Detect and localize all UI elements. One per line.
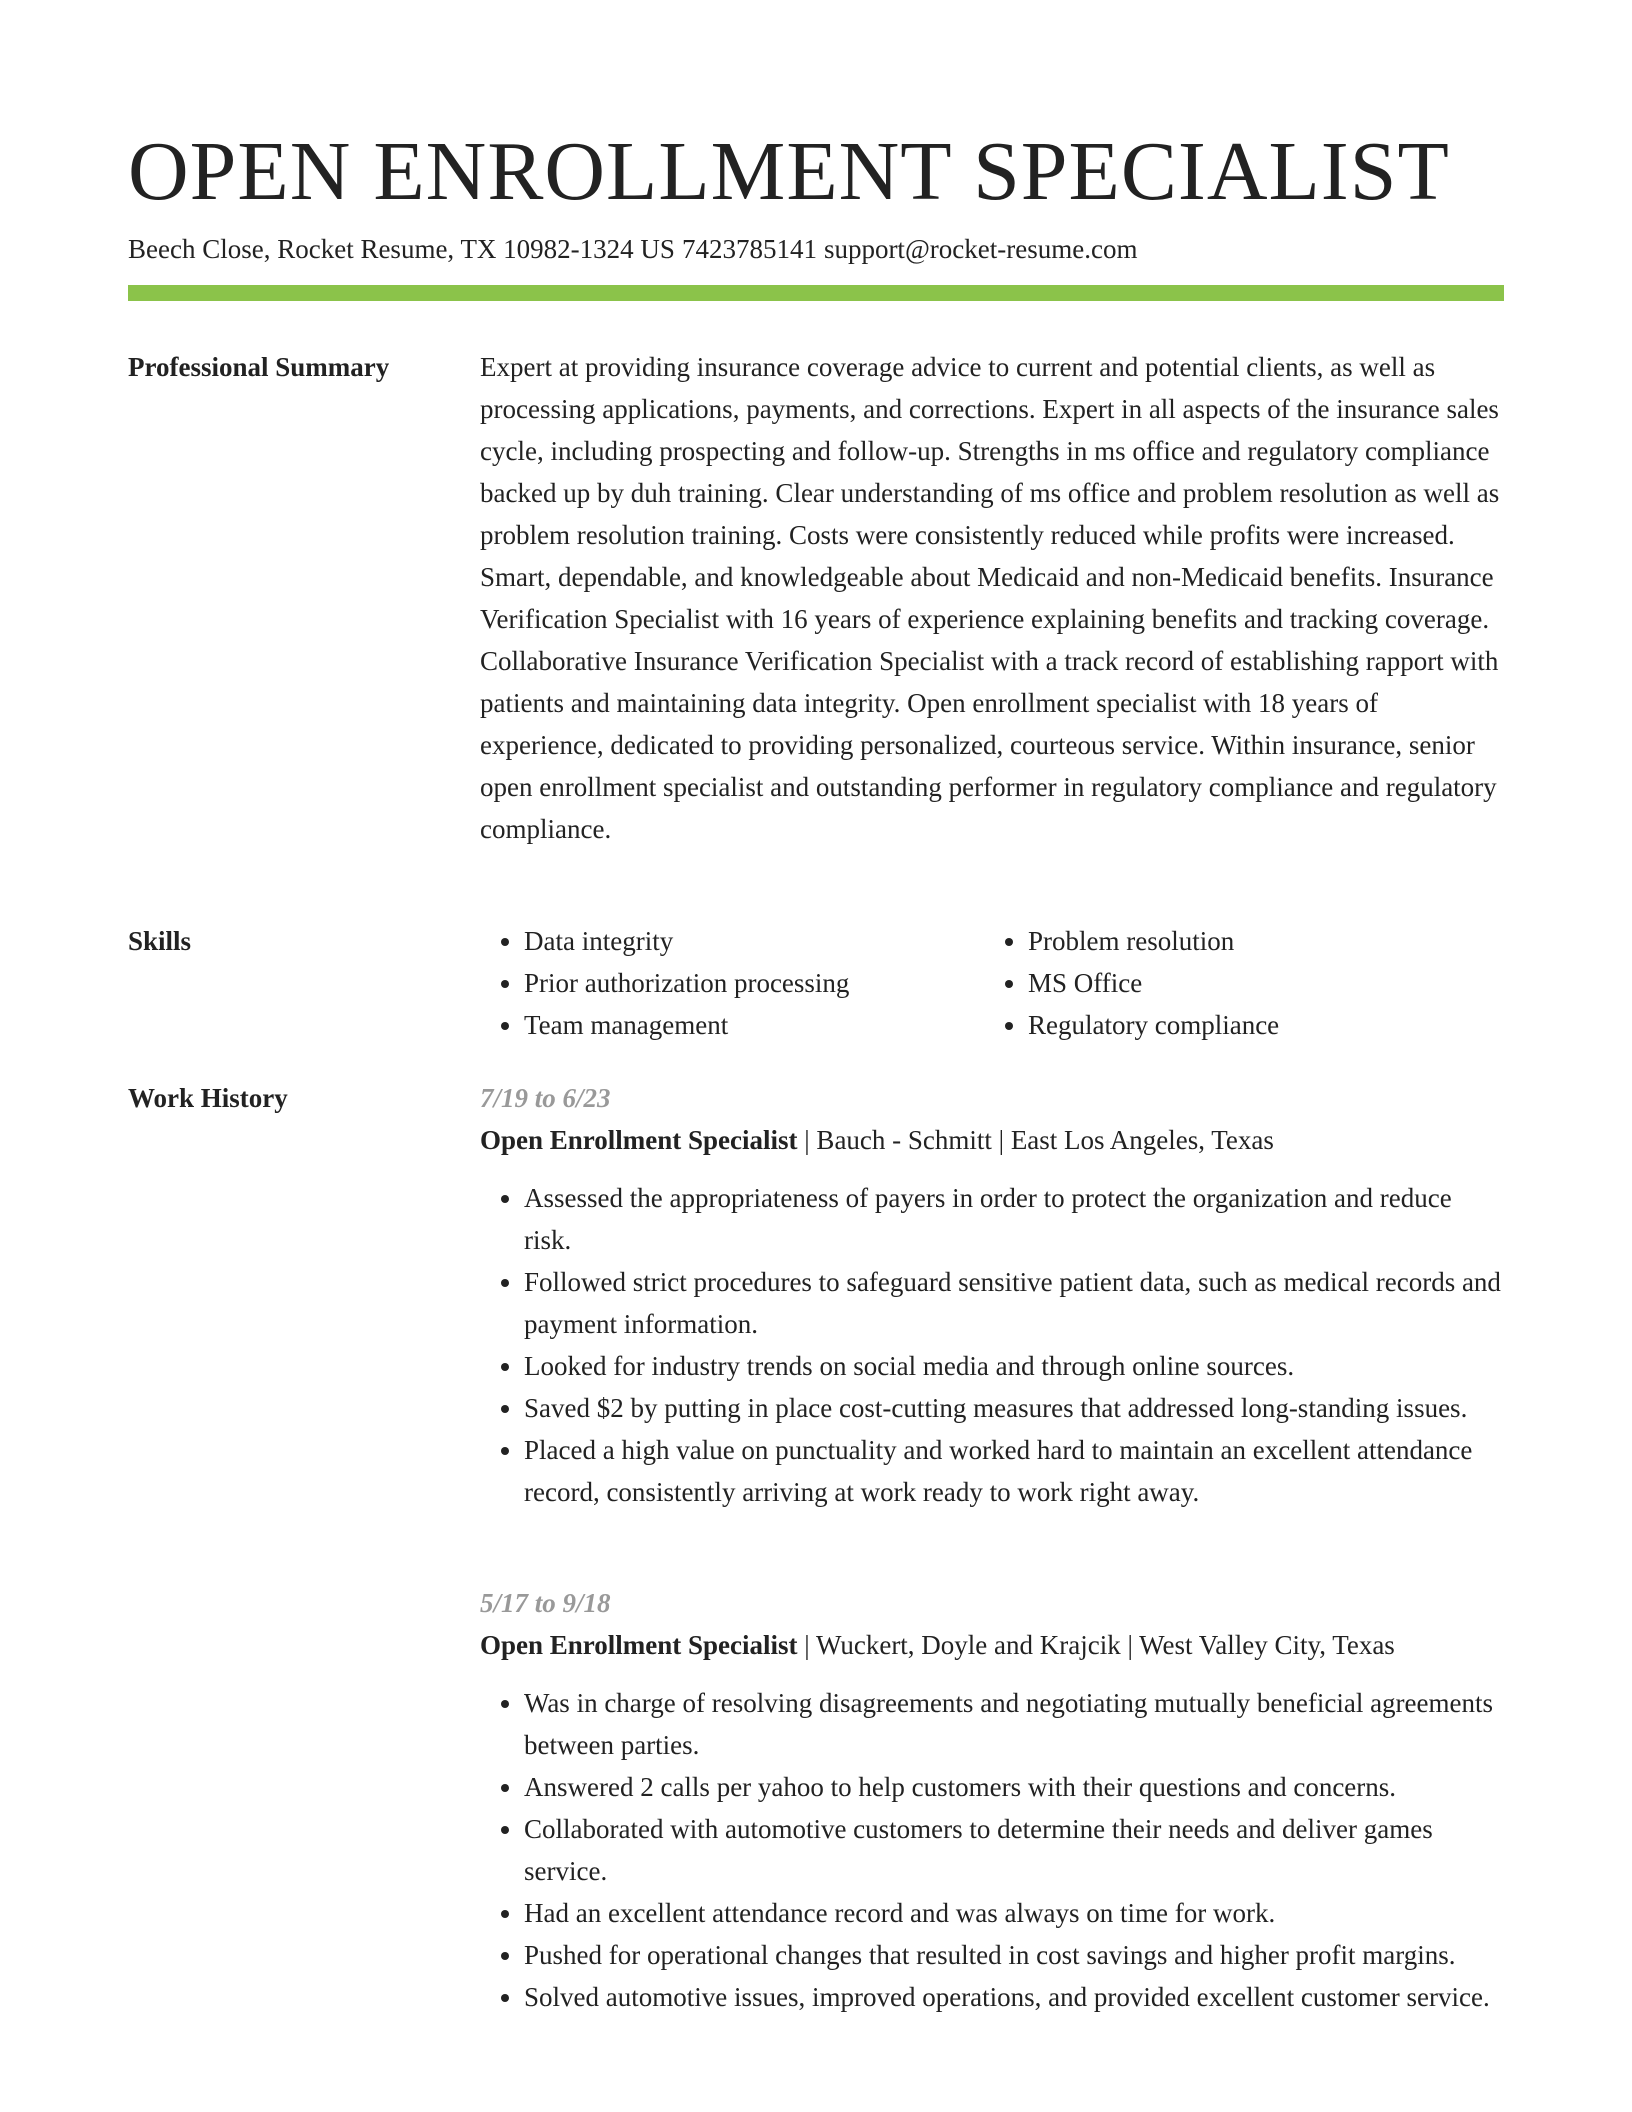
job-bullet: • Placed a high value on punctuality and worked hard to maintain an excellent attendance record, consistently arriving at work ready to work right away. xyxy=(524,1429,1504,1513)
job-bullet: • Collaborated with automotive customers to determine their needs and deliver games service. xyxy=(524,1808,1504,1892)
skill-item: • MS Office xyxy=(1028,962,1279,1004)
skills-list-right xyxy=(984,920,1279,1046)
skill-item: • Problem resolution xyxy=(1028,920,1279,962)
job-dates: 7/19 to 6/23 xyxy=(480,1083,611,1113)
job-bullet: • Followed strict procedures to safeguard sensitive patient data, such as medical records and payment information. xyxy=(524,1261,1504,1345)
job-entry xyxy=(480,1077,1504,1513)
job-bullet: • Saved $2 by putting in place cost-cutting measures that addressed long-standing issues. xyxy=(524,1387,1504,1429)
address: Beech Close, Rocket Resume, TX 10982-1324 US xyxy=(128,234,675,264)
job-bullets xyxy=(480,1177,1504,1513)
job-company-location: | Bauch - Schmitt | East Los Angeles, Texas xyxy=(797,1125,1274,1155)
phone: 7423785141 xyxy=(681,234,817,264)
job-bullet: • Solved automotive issues, improved operations, and provided excellent customer service. xyxy=(524,1976,1504,2018)
candidate-name: OPEN ENROLLMENT SPECIALIST xyxy=(128,125,1450,218)
job-bullet: • Assessed the appropriateness of payers in order to protect the organization and reduce risk. xyxy=(524,1177,1504,1261)
accent-divider xyxy=(128,285,1504,301)
skill-item: • Regulatory compliance xyxy=(1028,1004,1279,1046)
job-bullet: • Answered 2 calls per yahoo to help customers with their questions and concerns. xyxy=(524,1766,1504,1808)
job-heading xyxy=(480,1119,1504,1161)
job-entry xyxy=(480,1582,1504,2018)
email: support@rocket-resume.com xyxy=(823,234,1138,264)
job-bullet: • Was in charge of resolving disagreements and negotiating mutually beneficial agreements between parties. xyxy=(524,1682,1504,1766)
job-bullets xyxy=(480,1682,1504,2018)
job-bullet: • Had an excellent attendance record and was always on time for work. xyxy=(524,1892,1504,1934)
job-title: Open Enrollment Specialist xyxy=(480,1630,798,1660)
skill-item: • Prior authorization processing xyxy=(524,962,849,1004)
summary-text: Expert at providing insurance coverage advice to current and potential clients, as well as processing applications, payments, and corrections. Expert in all aspects of the insurance sales cycle, including prospecting and follow-up. Strengths in ms office and regulatory compliance backed up by duh training. Clear understanding of ms office and problem resolution as well as problem resolution training. Costs were consistently reduced while profits were increased. Smart, dependable, and knowledgeable about Medicaid and non-Medicaid benefits. Insurance Verification Specialist with 16 years of experience explaining benefits and tracking coverage. Collaborative Insurance Verification Specialist with a track record of establishing rapport with patients and maintaining data integrity. Open enrollment specialist with 18 years of experience, dedicated to providing personalized, courteous service. Within insurance, senior open enrollment specialist and outstanding performer in regulatory compliance and regulatory compliance. xyxy=(480,352,1500,844)
section-title-skills: Skills xyxy=(128,926,192,956)
contact-line xyxy=(128,230,1137,268)
job-title: Open Enrollment Specialist xyxy=(480,1125,798,1155)
skill-item: • Data integrity xyxy=(524,920,849,962)
job-bullet: • Pushed for operational changes that resulted in cost savings and higher profit margins. xyxy=(524,1934,1504,1976)
job-company-location: | Wuckert, Doyle and Krajcik | West Valley City, Texas xyxy=(797,1630,1395,1660)
job-bullet: • Looked for industry trends on social media and through online sources. xyxy=(524,1345,1504,1387)
section-title-work-history: Work History xyxy=(128,1083,288,1113)
skills-list-left xyxy=(480,920,849,1046)
section-title-summary: Professional Summary xyxy=(128,352,390,382)
job-dates: 5/17 to 9/18 xyxy=(480,1588,611,1618)
skill-item: • Team management xyxy=(524,1004,849,1046)
job-heading xyxy=(480,1624,1504,1666)
